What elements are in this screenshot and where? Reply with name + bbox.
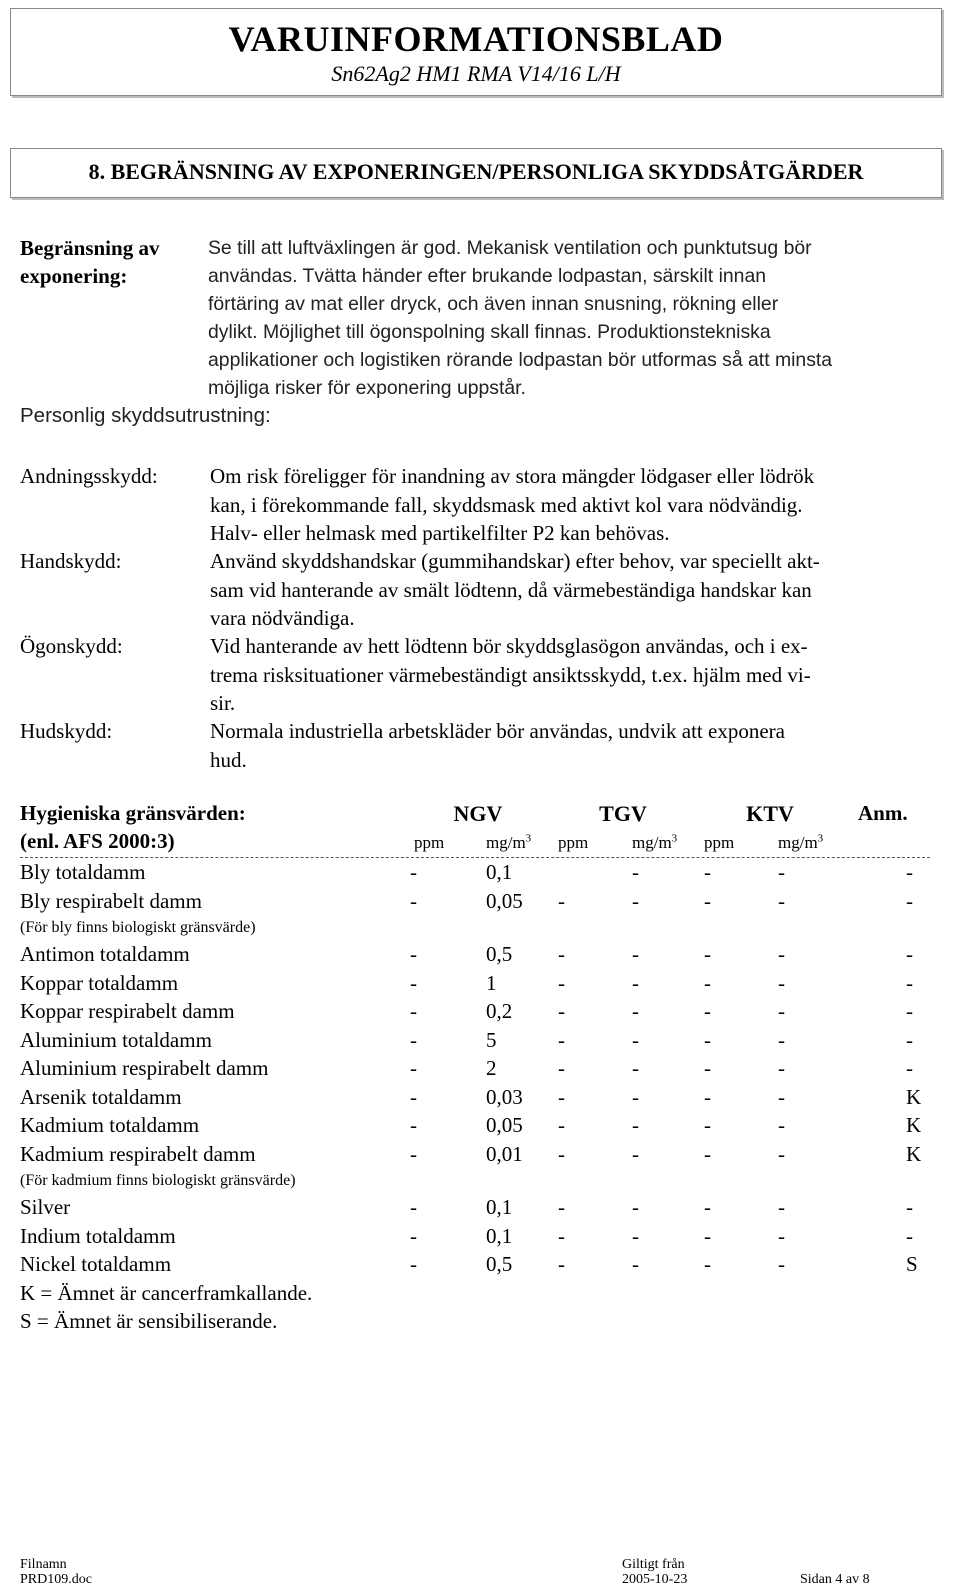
skin-line: hud. — [210, 747, 247, 772]
footer-page-number: Sidan 4 av 8 — [800, 1572, 870, 1587]
value-cell: - — [906, 970, 913, 995]
value-cell: - — [410, 942, 417, 966]
exposure-line: förtäring av mat eller dryck, och även innan snusning, rökning eller — [208, 293, 779, 315]
value-cell: - — [632, 942, 639, 966]
substance-name: Antimon totaldamm — [20, 942, 190, 966]
value-cell: - — [778, 1056, 785, 1080]
value-cell: - — [778, 942, 785, 966]
exposure-line: applikationer och logistiken rörande lodpastan bör utformas så att minsta — [208, 349, 833, 371]
value-cell: 0,2 — [486, 999, 513, 1023]
value-cell: - — [410, 1252, 417, 1276]
respiratory-text — [210, 462, 930, 548]
value-cell: S — [906, 1252, 918, 1276]
value-cell: - — [558, 1027, 565, 1052]
table-row — [0, 1083, 960, 1111]
value-cell: 0,5 — [486, 942, 513, 966]
value-cell: - — [906, 999, 913, 1023]
unit-mgm3: $mg/m^3$ — [486, 832, 532, 852]
respiratory-line: Om risk föreligger för inandning av stora mängder lödgaser eller lödrök — [210, 464, 815, 488]
exposure-label-line1: Begränsning av — [20, 236, 160, 260]
substance-name: Koppar totaldamm — [20, 970, 179, 995]
table-row — [0, 1054, 960, 1082]
value-cell: - — [906, 860, 913, 884]
value-cell: - — [632, 1141, 639, 1166]
value-cell: - — [778, 888, 785, 913]
skin-text — [210, 717, 930, 774]
substance-name: Aluminium totaldamm — [20, 1027, 212, 1052]
value-cell: - — [410, 1113, 417, 1137]
value-cell: - — [558, 1084, 565, 1109]
value-cell: - — [778, 1141, 785, 1166]
value-cell: - — [704, 1141, 711, 1166]
substance-name: Kadmium totaldamm — [20, 1113, 200, 1137]
legend-line: K = Ämnet är cancerframkallande. — [20, 1280, 313, 1305]
value-cell: - — [558, 888, 565, 913]
value-cell: - — [410, 888, 417, 913]
value-cell: - — [704, 1195, 711, 1219]
value-cell: - — [632, 1113, 639, 1137]
value-cell: - — [410, 1056, 417, 1080]
hand-line: vara nödvändiga. — [210, 606, 355, 630]
substance-name: Bly respirabelt damm — [20, 888, 202, 913]
legend-line: S = Ämnet är sensibiliserande. — [20, 1309, 278, 1333]
document-subtitle: Sn62Ag2 HM1 RMA V14/16 L/H — [331, 61, 621, 86]
value-cell: - — [906, 1223, 913, 1248]
value-cell: 1 — [486, 970, 497, 995]
value-cell: - — [778, 999, 785, 1023]
document-header — [10, 8, 942, 96]
value-cell: 0,03 — [486, 1084, 523, 1109]
hand-line: Använd skyddshandskar (gummihandskar) efter behov, var speciellt akt- — [210, 549, 820, 573]
value-cell: - — [558, 1141, 565, 1166]
eye-line: trema risksituationer värmebeständigt ansiktsskydd, t.ex. hjälm med vi- — [210, 662, 811, 687]
value-cell: - — [558, 1056, 565, 1080]
value-cell: - — [632, 1223, 639, 1248]
substance-name: Koppar respirabelt damm — [20, 999, 235, 1023]
value-cell: - — [558, 1252, 565, 1276]
table-row — [0, 1111, 960, 1139]
eye-text — [210, 632, 930, 718]
value-cell: 2 — [486, 1056, 497, 1080]
value-cell: - — [778, 1252, 785, 1276]
table-row — [0, 1250, 960, 1278]
table-row — [0, 1140, 960, 1168]
value-cell: 0,5 — [486, 1252, 513, 1276]
value-cell: - — [704, 970, 711, 995]
table-row — [0, 1193, 960, 1221]
eye-line: Vid hanterande av hett lödtenn bör skyddsglasögon användas, och i ex- — [210, 634, 808, 658]
substance-name: Nickel totaldamm — [20, 1252, 172, 1276]
value-cell: - — [558, 942, 565, 966]
value-cell: - — [906, 1195, 913, 1219]
value-cell: - — [778, 860, 785, 884]
respiratory-line: kan, i förekommande fall, skyddsmask med aktivt kol vara nödvändig. — [210, 492, 803, 517]
value-cell: - — [558, 970, 565, 995]
value-cell: - — [704, 860, 711, 884]
substance-name: Kadmium respirabelt damm — [20, 1141, 256, 1166]
skin-label: Hudskydd: — [20, 719, 113, 743]
exposure-line: Se till att luftväxlingen är god. Mekanisk ventilation och punktutsug bör — [208, 237, 812, 259]
personal-protection-heading: Personlig skyddsutrustning: — [20, 404, 271, 427]
footer-valid-label: Giltigt från — [622, 1557, 685, 1572]
hand-text — [210, 547, 930, 633]
value-cell: - — [410, 1223, 417, 1248]
group-tgv: TGV — [599, 801, 647, 826]
table-row — [0, 1222, 960, 1250]
value-cell: - — [778, 1223, 785, 1248]
value-cell: - — [704, 1113, 711, 1137]
exposure-line: användas. Tvätta händer efter brukande lodpastan, särskilt innan — [208, 265, 767, 287]
value-cell: - — [632, 1195, 639, 1219]
skin-line: Normala industriella arbetskläder bör användas, undvik att exponera — [210, 719, 785, 743]
value-cell: 0,01 — [486, 1141, 523, 1166]
value-cell: - — [704, 888, 711, 913]
value-cell: - — [778, 1195, 785, 1219]
exposure-line: möjliga risker för exponering uppstår. — [208, 377, 526, 399]
value-cell: - — [410, 1027, 417, 1052]
value-cell: 0,1 — [486, 1195, 513, 1219]
value-cell: - — [704, 1252, 711, 1276]
hand-line: sam vid hanterande av smält lödtenn, då värmebeständiga handskar kan — [210, 577, 812, 602]
table-row — [0, 858, 960, 886]
hygiene-subheading: (enl. AFS 2000:3) — [20, 829, 175, 853]
unit-mgm3: $mg/m^3$ — [778, 832, 824, 852]
value-cell: - — [558, 1195, 565, 1219]
value-cell: - — [704, 1084, 711, 1109]
exposure-label-line2: exponering: — [20, 264, 128, 288]
value-cell: - — [632, 860, 639, 884]
row-note: (För kadmium finns biologiskt gränsvärde) — [20, 1172, 296, 1189]
value-cell: 0,1 — [486, 860, 513, 884]
value-cell: - — [410, 999, 417, 1023]
section-title: 8. BEGRÄNSNING AV EXPONERINGEN/PERSONLIGA SKYDDSÅTGÄRDER — [88, 159, 864, 184]
value-cell: K — [906, 1141, 922, 1166]
unit-ppm: ppm — [558, 833, 589, 852]
value-cell: - — [704, 999, 711, 1023]
value-cell: - — [778, 970, 785, 995]
value-cell: - — [410, 1084, 417, 1109]
value-cell: - — [632, 970, 639, 995]
table-row — [0, 940, 960, 968]
value-cell: - — [704, 1056, 711, 1080]
value-cell: - — [410, 860, 417, 884]
value-cell: - — [632, 999, 639, 1023]
respiratory-label: Andningsskydd: — [20, 464, 158, 488]
value-cell: - — [906, 888, 913, 913]
table-row — [0, 887, 960, 915]
section-heading-box — [10, 148, 942, 198]
hygiene-heading: Hygieniska gränsvärden: — [20, 801, 246, 825]
value-cell: - — [906, 1027, 913, 1052]
table-row — [0, 969, 960, 997]
value-cell: - — [632, 1252, 639, 1276]
row-note: (För bly finns biologiskt gränsvärde) — [20, 919, 256, 936]
unit-mgm3: $mg/m^3$ — [632, 832, 678, 852]
value-cell: 0,05 — [486, 888, 523, 913]
value-cell: - — [632, 1084, 639, 1109]
value-cell: K — [906, 1113, 922, 1137]
value-cell: - — [704, 1027, 711, 1052]
substance-name: Bly totaldamm — [20, 860, 146, 884]
footer-filename-label: Filnamn — [20, 1557, 67, 1572]
document-title: VARUINFORMATIONSBLAD — [228, 19, 724, 59]
anm-header: Anm. — [858, 801, 908, 825]
value-cell: - — [778, 1084, 785, 1109]
table-row — [0, 1026, 960, 1054]
group-ktv: KTV — [746, 801, 794, 826]
value-cell: - — [632, 1027, 639, 1052]
value-cell: 5 — [486, 1027, 497, 1052]
value-cell: - — [410, 1195, 417, 1219]
value-cell: - — [558, 1223, 565, 1248]
footer-valid-date: 2005-10-23 — [622, 1572, 688, 1587]
substance-name: Arsenik totaldamm — [20, 1084, 182, 1109]
value-cell: - — [704, 1223, 711, 1248]
value-cell: - — [704, 942, 711, 966]
substance-name: Indium totaldamm — [20, 1223, 176, 1248]
eye-line: sir. — [210, 691, 236, 715]
footer-filename: PRD109.doc — [20, 1572, 92, 1587]
table-row — [0, 997, 960, 1025]
value-cell: - — [906, 942, 913, 966]
value-cell: - — [632, 888, 639, 913]
value-cell: - — [906, 1056, 913, 1080]
value-cell: K — [906, 1084, 922, 1109]
group-ngv: NGV — [453, 801, 503, 826]
value-cell: - — [778, 1113, 785, 1137]
value-cell: - — [778, 1027, 785, 1052]
value-cell: 0,1 — [486, 1223, 513, 1248]
value-cell: - — [410, 970, 417, 995]
substance-name: Aluminium respirabelt damm — [20, 1056, 269, 1080]
exposure-line: dylikt. Möjlighet till ögonspolning skall finnas. Produktionstekniska — [208, 321, 771, 343]
substance-name: Silver — [20, 1195, 71, 1219]
hand-label: Handskydd: — [20, 549, 122, 573]
respiratory-line: Halv- eller helmask med partikelfilter P2 kan behövas. — [210, 521, 670, 545]
value-cell: - — [632, 1056, 639, 1080]
value-cell: - — [410, 1141, 417, 1166]
value-cell: - — [558, 1113, 565, 1137]
value-cell: 0,05 — [486, 1113, 523, 1137]
value-cell: - — [558, 999, 565, 1023]
unit-ppm: ppm — [414, 833, 445, 852]
unit-ppm: ppm — [704, 833, 735, 852]
eye-label: Ögonskydd: — [20, 634, 123, 658]
